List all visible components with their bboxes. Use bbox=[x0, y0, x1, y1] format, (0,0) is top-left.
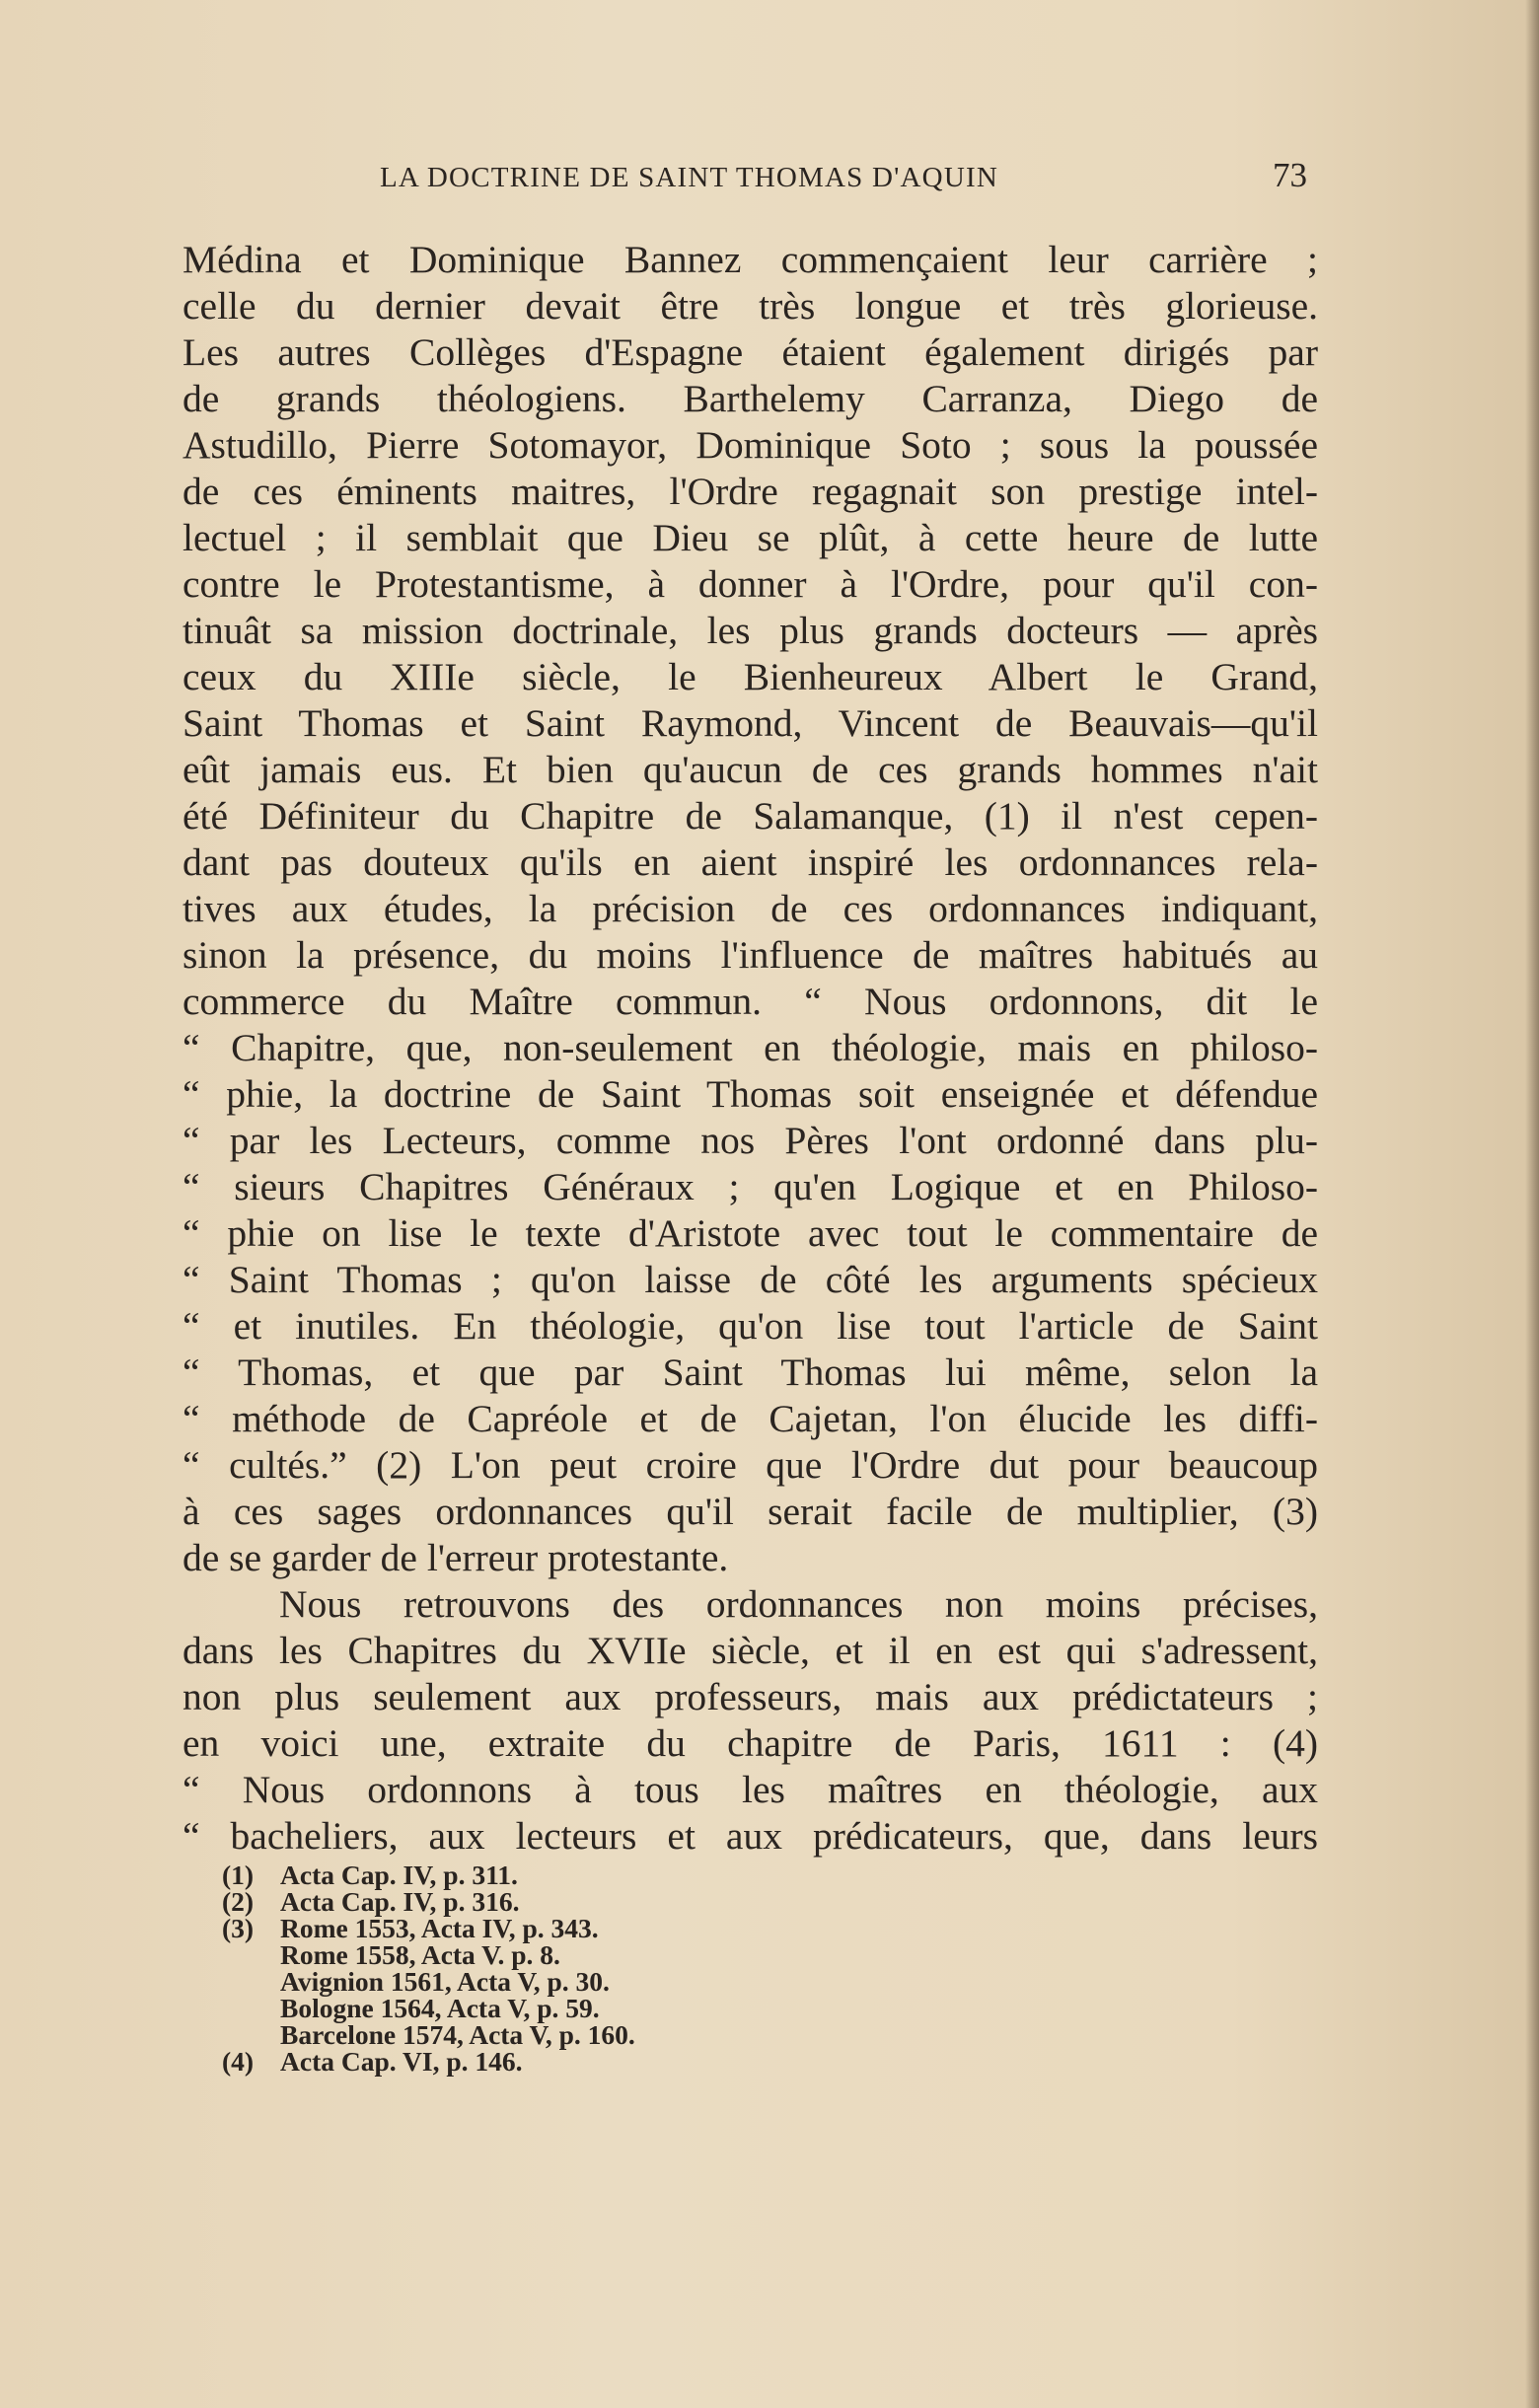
text-line: celle du dernier devait être très longue et très glorieuse. bbox=[183, 284, 1318, 328]
text-line: “ Thomas, et que par Saint Thomas lui même, selon la bbox=[183, 1350, 1318, 1394]
page-number: 73 bbox=[1273, 156, 1307, 194]
footnote-3-continuation: Rome 1558, Acta V. p. 8. bbox=[280, 1939, 560, 1970]
footnote-3-continuation: Barcelone 1574, Acta V, p. 160. bbox=[280, 2019, 635, 2050]
page-edge-shadow bbox=[1525, 0, 1539, 2408]
footnote-text: Rome 1553, Acta IV, p. 343. bbox=[280, 1913, 599, 1943]
text-line: été Définiteur du Chapitre de Salamanque, (1) il n'est cepen- bbox=[183, 794, 1318, 838]
text-line: “ phie on lise le texte d'Aristote avec tout le commentaire de bbox=[183, 1211, 1318, 1255]
footnote-text: Acta Cap. VI, p. 146. bbox=[280, 2046, 523, 2077]
text-line: de se garder de l'erreur protestante. bbox=[183, 1536, 729, 1579]
text-line: “ phie, la doctrine de Saint Thomas soit enseignée et défendue bbox=[183, 1072, 1318, 1116]
text-line: “ méthode de Capréole et de Cajetan, l'on élucide les diffi- bbox=[183, 1397, 1318, 1440]
text-line: dans les Chapitres du XVIIe siècle, et il en est qui s'adressent, bbox=[183, 1629, 1318, 1672]
text-line: ceux du XIIIe siècle, le Bienheureux Albert le Grand, bbox=[183, 655, 1318, 698]
text-line: “ sieurs Chapitres Généraux ; qu'en Logique et en Philoso- bbox=[183, 1165, 1318, 1208]
text-line: non plus seulement aux professeurs, mais aux prédictateurs ; bbox=[183, 1675, 1318, 1718]
footnote-4 bbox=[222, 2048, 635, 2075]
footnote-3-continuation: Bologne 1564, Acta V, p. 59. bbox=[280, 1993, 600, 2023]
text-line: “ par les Lecteurs, comme nos Pères l'ont ordonné dans plu- bbox=[183, 1119, 1318, 1162]
text-line: dant pas douteux qu'ils en aient inspiré les ordonnances rela- bbox=[183, 840, 1318, 884]
text-line: à ces sages ordonnances qu'il serait facile de multiplier, (3) bbox=[183, 1490, 1318, 1533]
text-line: contre le Protestantisme, à donner à l'Ordre, pour qu'il con- bbox=[183, 562, 1318, 606]
body-text bbox=[183, 237, 1318, 1860]
text-line: Nous retrouvons des ordonnances non moins précises, bbox=[279, 1582, 1318, 1626]
text-line: lectuel ; il semblait que Dieu se plût, à cette heure de lutte bbox=[183, 516, 1318, 559]
text-line: Médina et Dominique Bannez commençaient leur carrière ; bbox=[183, 238, 1318, 281]
footnote-mark: (4) bbox=[222, 2046, 255, 2077]
text-line: “ Chapitre, que, non-seulement en théologie, mais en philoso- bbox=[183, 1026, 1318, 1069]
footnote-1 bbox=[222, 1861, 635, 1888]
footnote-mark: (3) bbox=[222, 1913, 255, 1943]
footnote-mark: (2) bbox=[222, 1886, 255, 1917]
footnote-mark: (1) bbox=[222, 1860, 255, 1890]
text-line: “ Saint Thomas ; qu'on laisse de côté les arguments spécieux bbox=[183, 1258, 1318, 1301]
text-line: “ cultés.” (2) L'on peut croire que l'Ordre dut pour beaucoup bbox=[183, 1443, 1318, 1487]
page-header bbox=[183, 158, 1307, 201]
text-line: eût jamais eus. Et bien qu'aucun de ces grands hommes n'ait bbox=[183, 748, 1318, 791]
text-line: “ et inutiles. En théologie, qu'on lise tout l'article de Saint bbox=[183, 1304, 1318, 1348]
text-line: Les autres Collèges d'Espagne étaient également dirigés par bbox=[183, 330, 1318, 374]
footnotes bbox=[222, 1861, 635, 2075]
text-line: en voici une, extraite du chapitre de Paris, 1611 : (4) bbox=[183, 1721, 1318, 1765]
text-line: de ces éminents maitres, l'Ordre regagnait son prestige intel- bbox=[183, 470, 1318, 513]
text-line: sinon la présence, du moins l'influence de maîtres habitués au bbox=[183, 933, 1318, 977]
footnote-3 bbox=[222, 1915, 635, 1941]
footnote-3-continuation: Avignion 1561, Acta V, p. 30. bbox=[280, 1966, 610, 1997]
running-head: LA DOCTRINE DE SAINT THOMAS D'AQUIN bbox=[380, 162, 998, 193]
text-line: Astudillo, Pierre Sotomayor, Dominique Soto ; sous la poussée bbox=[183, 423, 1318, 467]
text-line: “ bacheliers, aux lecteurs et aux prédicateurs, que, dans leurs bbox=[183, 1814, 1318, 1858]
text-line: tinuât sa mission doctrinale, les plus grands docteurs — après bbox=[183, 609, 1318, 652]
footnote-text: Acta Cap. IV, p. 311. bbox=[280, 1860, 518, 1890]
text-line: “ Nous ordonnons à tous les maîtres en théologie, aux bbox=[183, 1768, 1318, 1811]
text-line: de grands théologiens. Barthelemy Carranza, Diego de bbox=[183, 377, 1318, 420]
text-line: tives aux études, la précision de ces ordonnances indiquant, bbox=[183, 887, 1318, 930]
footnote-text: Acta Cap. IV, p. 316. bbox=[280, 1886, 520, 1917]
footnote-2 bbox=[222, 1888, 635, 1915]
text-line: commerce du Maître commun. “ Nous ordonnons, dit le bbox=[183, 980, 1318, 1023]
text-line: Saint Thomas et Saint Raymond, Vincent de Beauvais—qu'il bbox=[183, 701, 1318, 745]
